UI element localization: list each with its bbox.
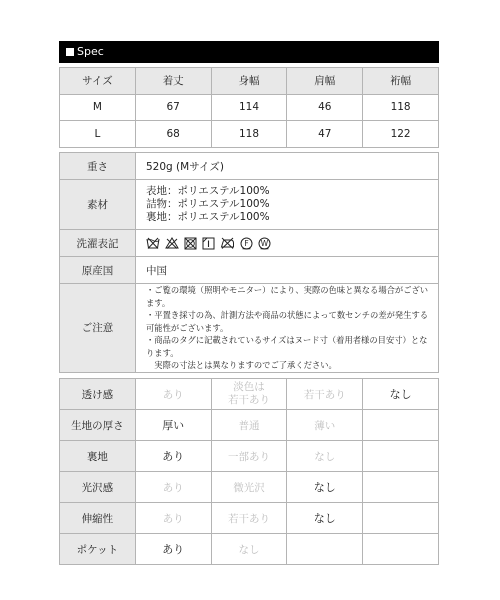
material-value xyxy=(136,180,439,230)
line-dry-icon xyxy=(202,237,215,250)
wash-label: 洗濯表記 xyxy=(60,230,136,257)
wash-row xyxy=(60,230,439,257)
attribute-label: 光沢感 xyxy=(60,472,136,503)
spec-table xyxy=(59,152,439,373)
note-value xyxy=(136,284,439,373)
size-cell: 68 xyxy=(135,121,211,148)
wash-tub-x-icon xyxy=(146,237,160,249)
attribute-option-line: 若干あり xyxy=(227,394,270,406)
size-header-cell: 肩幅 xyxy=(287,68,363,95)
size-cell: 118 xyxy=(211,121,287,148)
size-header-cell: サイズ xyxy=(60,68,136,95)
attribute-row xyxy=(60,441,439,472)
size-row xyxy=(60,94,439,121)
material-line: 詰物：ポリエステル100% xyxy=(146,198,270,210)
attribute-option-selected: なし xyxy=(287,503,363,534)
attribute-option: 若干あり xyxy=(211,503,287,534)
attribute-option: 若干あり xyxy=(287,379,363,410)
size-cell: M xyxy=(60,94,136,121)
attribute-option xyxy=(211,379,287,410)
attribute-option: 薄い xyxy=(287,410,363,441)
spec-header xyxy=(59,41,439,63)
attribute-option xyxy=(363,441,439,472)
material-label: 素材 xyxy=(60,180,136,230)
attribute-label: 裏地 xyxy=(60,441,136,472)
note-line: ・平置き採寸の為、計測方法や商品の状態によって数センチの差が発生する xyxy=(146,310,429,320)
size-header-cell: 着丈 xyxy=(135,68,211,95)
tumble-dry-x-icon xyxy=(184,237,197,250)
attribute-option-selected: あり xyxy=(135,441,211,472)
attribute-option: なし xyxy=(287,441,363,472)
size-cell: L xyxy=(60,121,136,148)
attribute-row xyxy=(60,472,439,503)
note-label: ご注意 xyxy=(60,284,136,373)
wet-clean-w-icon xyxy=(258,237,271,250)
attribute-option xyxy=(363,410,439,441)
attribute-option-selected: 厚い xyxy=(135,410,211,441)
size-cell: 67 xyxy=(135,94,211,121)
attribute-option: あり xyxy=(135,503,211,534)
origin-label: 原産国 xyxy=(60,257,136,284)
size-header-cell: 身幅 xyxy=(211,68,287,95)
attributes-table xyxy=(59,378,439,565)
attribute-row xyxy=(60,534,439,565)
attribute-option: なし xyxy=(211,534,287,565)
size-cell: 122 xyxy=(363,121,439,148)
size-cell: 47 xyxy=(287,121,363,148)
size-header-row xyxy=(60,68,439,95)
origin-value: 中国 xyxy=(136,257,439,284)
attribute-option: あり xyxy=(135,472,211,503)
attribute-option: あり xyxy=(135,379,211,410)
weight-row xyxy=(60,153,439,180)
size-row xyxy=(60,121,439,148)
attribute-option xyxy=(363,503,439,534)
attribute-label: ポケット xyxy=(60,534,136,565)
iron-x-icon xyxy=(220,237,235,249)
attribute-row xyxy=(60,503,439,534)
attribute-label: 生地の厚さ xyxy=(60,410,136,441)
weight-label: 重さ xyxy=(60,153,136,180)
material-row xyxy=(60,180,439,230)
attribute-label: 透け感 xyxy=(60,379,136,410)
weight-value: 520g (Mサイズ) xyxy=(136,153,439,180)
wash-symbols xyxy=(136,230,439,257)
attribute-option xyxy=(363,534,439,565)
attribute-row xyxy=(60,379,439,410)
square-bullet-icon xyxy=(66,48,74,56)
attribute-label: 伸縮性 xyxy=(60,503,136,534)
attribute-option-selected: なし xyxy=(287,472,363,503)
note-row xyxy=(60,284,439,373)
size-cell: 118 xyxy=(363,94,439,121)
attribute-option: 一部あり xyxy=(211,441,287,472)
size-cell: 114 xyxy=(211,94,287,121)
spec-title: Spec xyxy=(77,45,104,58)
svg-text:F: F xyxy=(244,238,249,248)
note-line: ます。 xyxy=(146,297,171,308)
note-line: 可能性がございます。 xyxy=(146,322,229,333)
svg-text:W: W xyxy=(260,238,269,248)
size-header-cell: 裄幅 xyxy=(363,68,439,95)
attribute-option-line: 淡色は xyxy=(233,381,265,393)
attribute-option: 普通 xyxy=(211,410,287,441)
origin-row xyxy=(60,257,439,284)
note-line: ります。 xyxy=(146,347,179,358)
note-line: ・ご覧の環境（照明やモニター）により、実際の色味と異なる場合がござい xyxy=(146,285,429,295)
dry-clean-f-icon xyxy=(240,237,253,250)
size-table xyxy=(59,67,439,148)
attribute-option: 微光沢 xyxy=(211,472,287,503)
attribute-option-selected: なし xyxy=(363,379,439,410)
material-line: 裏地：ポリエステル100% xyxy=(146,211,270,223)
attribute-option xyxy=(363,472,439,503)
attribute-option-selected: あり xyxy=(135,534,211,565)
size-cell: 46 xyxy=(287,94,363,121)
note-line: 実際の寸法とは異なりますのでご了承ください。 xyxy=(146,360,337,370)
attribute-row xyxy=(60,410,439,441)
note-line: ・商品のタグに記載されているサイズはヌード寸（着用者様の目安寸）とな xyxy=(146,335,428,345)
material-line: 表地：ポリエステル100% xyxy=(146,185,270,197)
bleach-triangle-x-icon xyxy=(165,237,179,249)
attribute-option xyxy=(287,534,363,565)
